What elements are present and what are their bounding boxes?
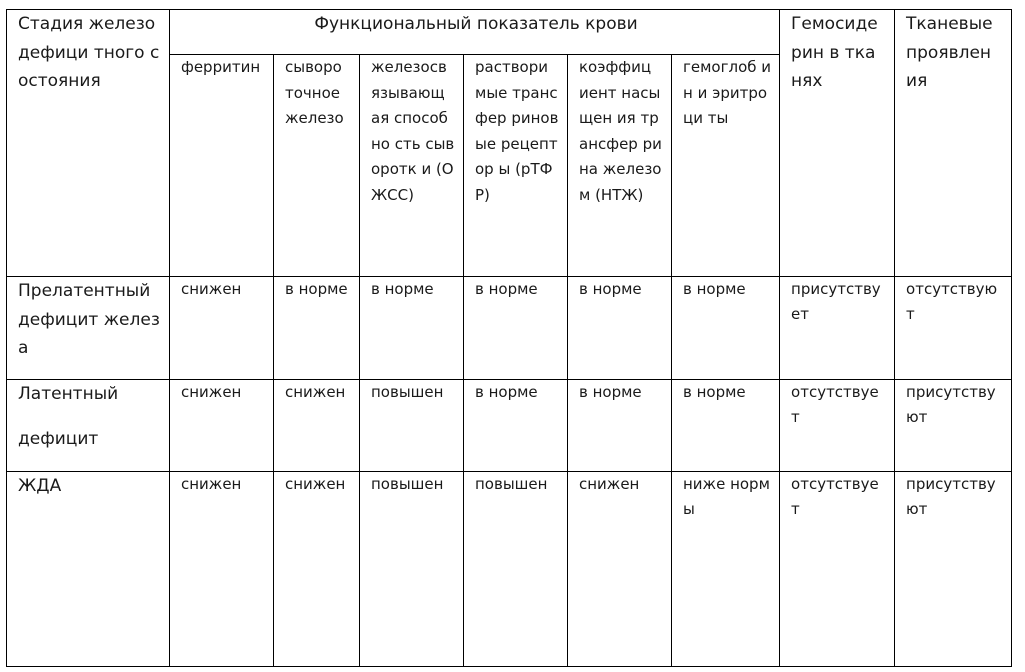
header-ferritin: ферритин bbox=[170, 55, 274, 277]
table-cell: в норме bbox=[274, 277, 360, 380]
table-cell: отсутствуе т bbox=[780, 380, 895, 472]
row-stage-ida: ЖДА bbox=[7, 472, 170, 667]
table-cell: в норме bbox=[568, 380, 672, 472]
table-row bbox=[7, 472, 1012, 667]
header-tibc: железосв язывающ ая способно сть сыворотк и (ОЖСС) bbox=[360, 55, 464, 277]
row-stage-latent-gap bbox=[18, 409, 161, 425]
table-cell: повышен bbox=[360, 472, 464, 667]
header-hemosiderin: Гемосиде рин в тканях bbox=[780, 10, 895, 277]
header-row-top bbox=[7, 10, 1012, 55]
header-blood-indicators-group: Функциональный показатель крови bbox=[170, 10, 780, 55]
table-cell: снижен bbox=[170, 472, 274, 667]
table-cell: повышен bbox=[464, 472, 568, 667]
iron-deficiency-table bbox=[6, 9, 1012, 667]
row-stage-latent-line2: дефицит bbox=[18, 428, 99, 449]
table-cell: снижен bbox=[170, 277, 274, 380]
header-tissue-manifestations: Тканевые проявлен ия bbox=[895, 10, 1012, 277]
table-cell: снижен bbox=[568, 472, 672, 667]
header-tsat: коэффиц иент насыщен ия трансфер рина железом (НТЖ) bbox=[568, 55, 672, 277]
header-stage: Стадия железодефици тного состояния bbox=[7, 10, 170, 277]
header-stfr: раствори мые трансфер риновые рецептор ы (рТФР) bbox=[464, 55, 568, 277]
table-cell: присутству ют bbox=[895, 380, 1012, 472]
table-cell: в норме bbox=[464, 277, 568, 380]
table-cell: снижен bbox=[274, 472, 360, 667]
table-cell: в норме bbox=[360, 277, 464, 380]
table-cell: в норме bbox=[672, 277, 780, 380]
table-cell: снижен bbox=[274, 380, 360, 472]
table-cell: отсутствую т bbox=[895, 277, 1012, 380]
row-stage-latent-line1: Латентный bbox=[18, 384, 119, 404]
table-cell: в норме bbox=[672, 380, 780, 472]
header-hemoglobin: гемоглоб ин и эритроци ты bbox=[672, 55, 780, 277]
table-cell: в норме bbox=[568, 277, 672, 380]
header-serum-iron: сыворо точное железо bbox=[274, 55, 360, 277]
table-cell: присутству ет bbox=[780, 277, 895, 380]
table-cell: повышен bbox=[360, 380, 464, 472]
table-cell: отсутствуе т bbox=[780, 472, 895, 667]
table-cell: присутству ют bbox=[895, 472, 1012, 667]
table-cell: в норме bbox=[464, 380, 568, 472]
table-cell: снижен bbox=[170, 380, 274, 472]
row-stage-latent bbox=[7, 380, 170, 472]
table-row bbox=[7, 380, 1012, 472]
table-row bbox=[7, 277, 1012, 380]
table-cell: ниже нормы bbox=[672, 472, 780, 667]
row-stage-prelatent: Прелатентный дефицит железа bbox=[7, 277, 170, 380]
